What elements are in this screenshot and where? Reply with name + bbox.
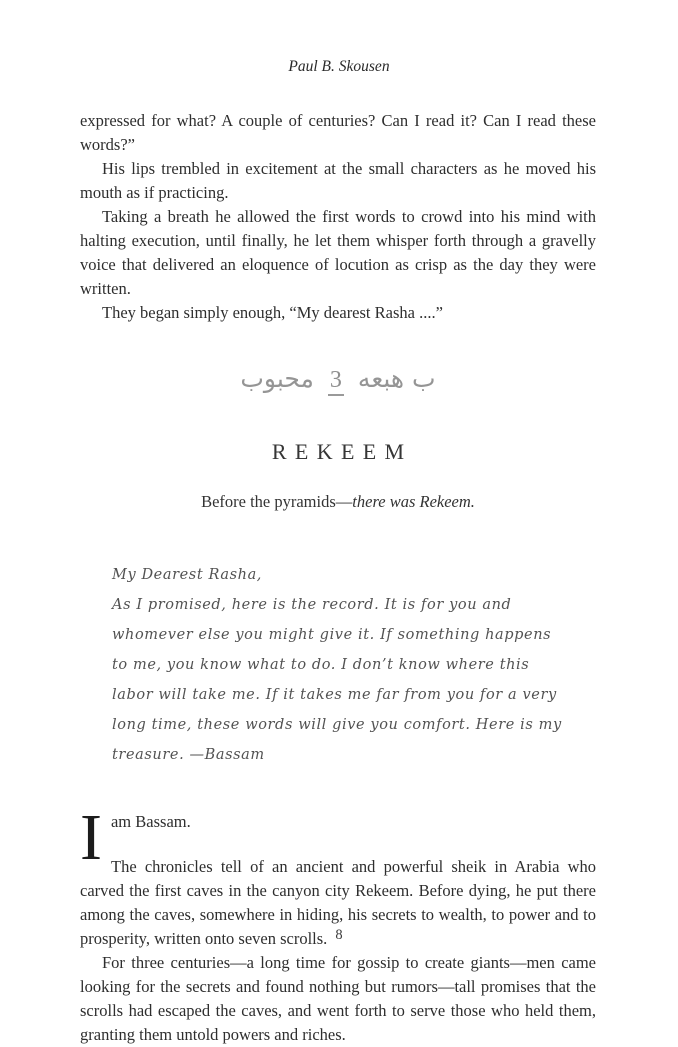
chapter-subtitle-plain: Before the pyramids— [201, 492, 353, 511]
story-paragraph: For three centuries—a long time for gossip to create giants—men came looking for the secrets and found nothing but rumors—tall promises that the scrolls had escaped the caves, and went forth to serve those who held them, granting them untold powers and riches. [80, 953, 596, 1044]
story-opening-line: am Bassam. [110, 812, 191, 831]
prologue-paragraph: Taking a breath he allowed the first words to crowd into his mind with halting execution, until finally, he let them whisper forth through a gravelly voice that delivered an eloquence of locution as crisp as the day they were written. [80, 207, 596, 298]
dropcap-letter: I [80, 801, 102, 874]
letter-salutation: My Dearest Rasha, [112, 567, 263, 583]
ornament-arabic-right-word: ب هبعه [357, 364, 436, 393]
ornament-arabic-left-word: محبوب [240, 364, 314, 393]
prologue-paragraph: expressed for what? A couple of centuries? Can I read it? Can I read these words?” [80, 111, 596, 154]
handwritten-letter [112, 560, 568, 770]
prologue-paragraph: They began simply enough, “My dearest Rasha ....” [102, 303, 443, 322]
text-block [80, 109, 596, 1047]
story-paragraph: The chronicles tell of an ancient and powerful sheik in Arabia who carved the first caves in the canyon city Rekeem. Before dying, he put there among the caves, somewhere in hiding, his secrets to wealth, to power and to prosperity, written onto seven scrolls. [80, 857, 596, 948]
chapter-title: REKEEM [271, 439, 413, 464]
letter-body: As I promised, here is the record. It is for you and whomever else you might give it. If something happens to me, you know what to do. I don’t know where this labor will take me. If it takes me far from you for a very long time, these words will give you comfort. Here is my treasure. —Bassam [112, 597, 562, 763]
chapter-subtitle-italic: there was Rekeem. [352, 492, 475, 511]
running-header-author: Paul B. Skousen [288, 58, 390, 75]
prologue-paragraph: His lips trembled in excitement at the small characters as he moved his mouth as if practicing. [80, 159, 596, 202]
chapter-number: 3 [328, 367, 344, 396]
page-number: 8 [335, 927, 343, 943]
chapter-subtitle [80, 492, 596, 512]
chapter-ornament-arabic [80, 359, 596, 399]
